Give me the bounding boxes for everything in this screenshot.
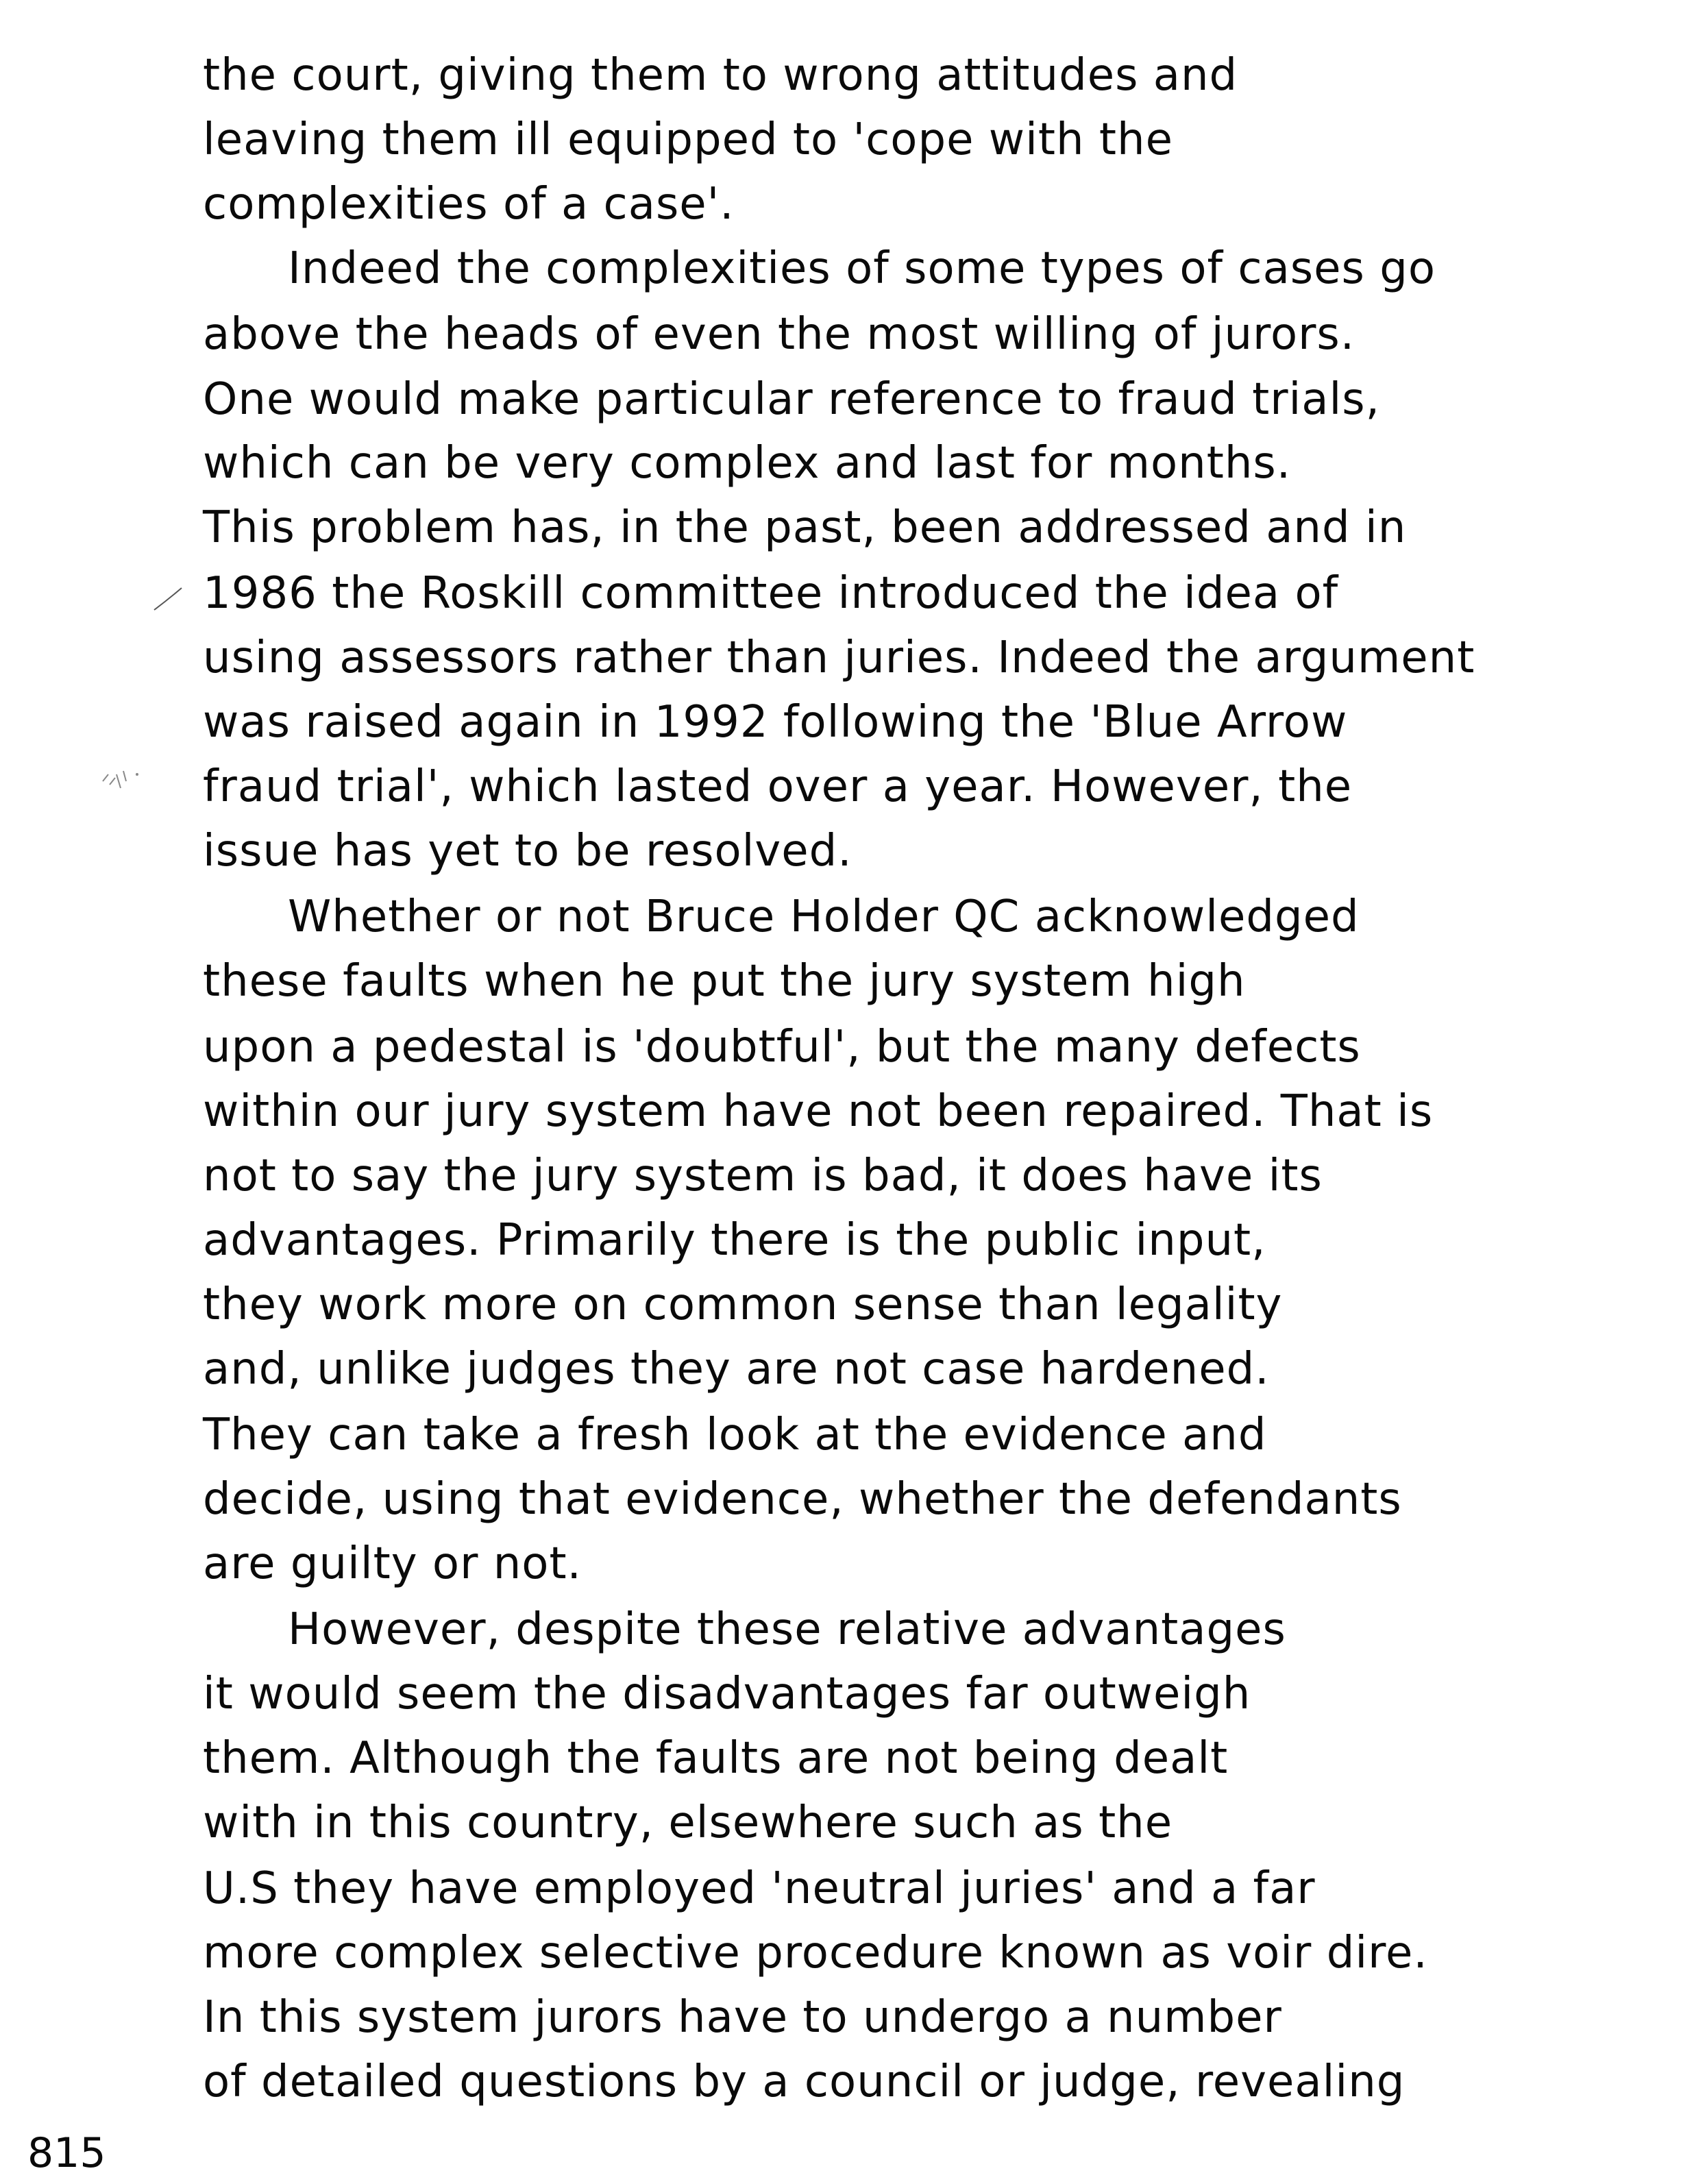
text-line: within our jury system have not been repaired. That is <box>203 1086 1434 1137</box>
text-line: they work more on common sense than legality <box>203 1279 1283 1330</box>
text-line: using assessors rather than juries. Indeed the argument <box>203 633 1475 683</box>
text-line: with in this country, elsewhere such as the <box>203 1797 1173 1848</box>
text-line: these faults when he put the jury system high <box>203 956 1246 1007</box>
text-line: of detailed questions by a council or judge, revealing <box>203 2057 1406 2107</box>
text-line: They can take a fresh look at the evidence and <box>203 1410 1267 1460</box>
text-line: This problem has, in the past, been addressed and in <box>203 502 1407 553</box>
text-line: issue has yet to be resolved. <box>203 826 852 876</box>
text-line: complexities of a case'. <box>203 179 735 230</box>
text-line: upon a pedestal is 'doubtful', but the many defects <box>203 1022 1361 1072</box>
text-line: it would seem the disadvantages far outweigh <box>203 1669 1251 1719</box>
text-line: the court, giving them to wrong attitudes and <box>203 50 1238 101</box>
text-line: fraud trial', which lasted over a year. However, the <box>203 761 1353 812</box>
text-line: decide, using that evidence, whether the defendants <box>203 1474 1402 1525</box>
text-line: them. Although the faults are not being dealt <box>203 1733 1229 1784</box>
text-line: However, despite these relative advantages <box>288 1604 1286 1655</box>
text-line: U.S they have employed 'neutral juries' and a far <box>203 1863 1316 1914</box>
text-line: leaving them ill equipped to 'cope with the <box>203 114 1173 165</box>
text-line: which can be very complex and last for months. <box>203 438 1292 489</box>
text-line: above the heads of even the most willing of jurors. <box>203 309 1355 360</box>
text-line: 1986 the Roskill committee introduced the idea of <box>203 568 1339 619</box>
margin-pencil-smudge <box>96 754 158 809</box>
text-line: Indeed the complexities of some types of cases go <box>288 243 1436 294</box>
text-line: In this system jurors have to undergo a number <box>203 1992 1282 2043</box>
text-line: are guilty or not. <box>203 1538 582 1589</box>
text-line: more complex selective procedure known as voir dire. <box>203 1928 1428 1978</box>
text-line: not to say the jury system is bad, it does have its <box>203 1151 1323 1201</box>
text-line: was raised again in 1992 following the 'Blue Arrow <box>203 697 1348 748</box>
margin-pencil-mark <box>151 576 192 617</box>
text-line: One would make particular reference to fraud trials, <box>203 374 1380 425</box>
text-line: advantages. Primarily there is the public input, <box>203 1215 1266 1266</box>
page-number: 815 <box>27 2129 106 2177</box>
text-line: and, unlike judges they are not case hardened. <box>203 1344 1270 1395</box>
text-line: Whether or not Bruce Holder QC acknowledged <box>288 892 1360 942</box>
